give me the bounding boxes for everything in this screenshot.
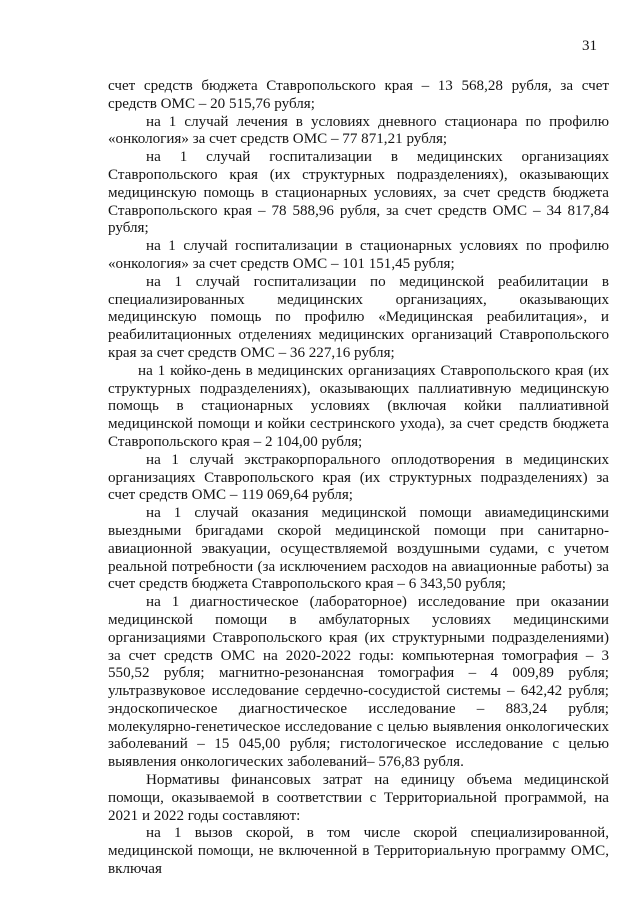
paragraph: на 1 вызов скорой, в том числе скорой специализированной, медицинской помощи, не включенной в Территориальную программу ОМС, включая bbox=[108, 825, 609, 878]
paragraph: Нормативы финансовых затрат на единицу объема медицинской помощи, оказываемой в соответствии с Территориальной программой, на 2021 и 2022 годы составляют: bbox=[108, 772, 609, 824]
paragraph: на 1 диагностическое (лабораторное) исследование при оказании медицинской помощи в амбулаторных условиях медицинскими организациями Ставропольского края (их структурными подразделениями) за счет средств ОМС на 2020-2022 годы: компьютерная томография – 3 550,52 рубля; магнитно-резонансная томография – 4 009,89 рубля; ультразвуковое исследование сердечно-сосудистой системы – 642,42 рубля; эндоскопическое диагностическое исследование – 883,24 рубля; молекулярно-генетическое исследование с целью выявления онкологических заболеваний – 15 045,00 рубля; гистологическое исследование с целью выявления онкологических заболеваний– 576,83 рубля. bbox=[108, 594, 609, 771]
body-text bbox=[108, 78, 609, 879]
page-number: 31 bbox=[582, 38, 597, 54]
paragraph: на 1 случай оказания медицинской помощи авиамедицинскими выездными бригадами скорой медицинской помощи при санитарно-авиационной эвакуации, осуществляемой воздушными судами, с учетом реальной потребности (за исключением расходов на авиационные работы) за счет средств бюджета Ставропольского края – 6 343,50 рубля; bbox=[108, 505, 609, 593]
paragraph: на 1 случай экстракорпорального оплодотворения в медицинских организациях Ставропольского края (их структурных подразделениях) за счет средств ОМС – 119 069,64 рубля; bbox=[108, 451, 609, 504]
paragraph: счет средств бюджета Ставропольского края – 13 568,28 рубля, за счет средств ОМС – 20 515,76 рубля; bbox=[108, 78, 609, 112]
paragraph: на 1 случай госпитализации по медицинской реабилитации в специализированных медицинских организациях, оказывающих медицинскую помощь по профилю «Медицинская реабилитация», и реабилитационных отделениях медицинских организаций Ставропольского края за счет средств ОМС – 36 227,16 рубля; bbox=[108, 273, 609, 361]
paragraph: на 1 случай госпитализации в медицинских организациях Ставропольского края (их структурных подразделениях), оказывающих медицинскую помощь в стационарных условиях, за счет средств бюджета Ставропольского края – 78 588,96 рубля, за счет средств ОМС – 34 817,84 рубля; bbox=[108, 149, 609, 237]
paragraph: на 1 случай лечения в условиях дневного стационара по профилю «онкология» за счет средств ОМС – 77 871,21 рубля; bbox=[108, 113, 609, 148]
paragraph: на 1 случай госпитализации в стационарных условиях по профилю «онкология» за счет средств ОМС – 101 151,45 рубля; bbox=[108, 238, 609, 272]
paragraph: на 1 койко-день в медицинских организациях Ставропольского края (их структурных подразделениях), оказывающих паллиативную медицинскую помощь в стационарных условиях (включая койки паллиативной медицинской помощи и койки сестринского ухода), за счет средств бюджета Ставропольского края – 2 104,00 рубля; bbox=[108, 362, 609, 450]
